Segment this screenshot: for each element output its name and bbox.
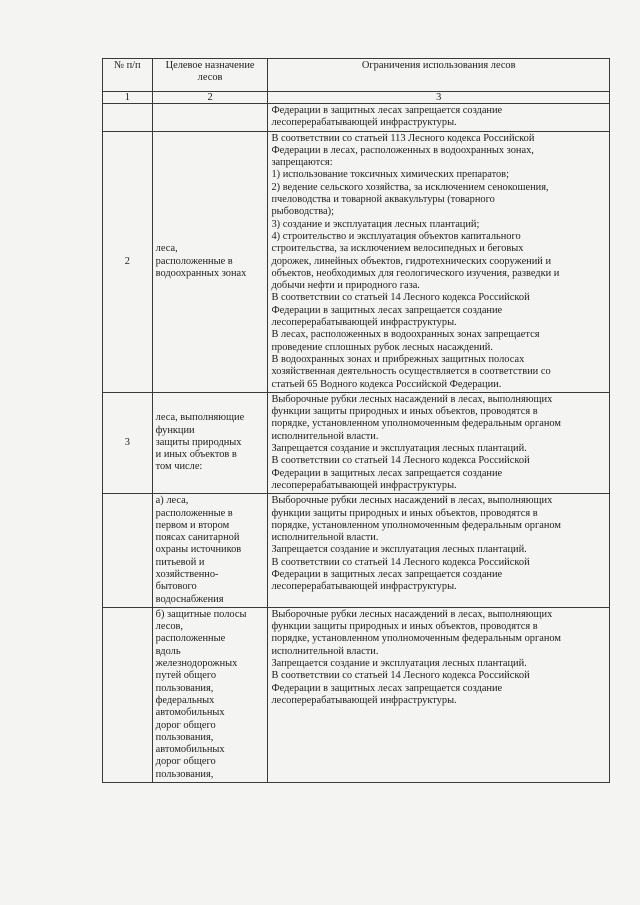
text-line: лесов, [155, 621, 184, 633]
row-number [103, 104, 153, 132]
text-line: добычи нефти и природного газа. [271, 280, 420, 292]
text-line: функции защиты природных и иных объектов, проводятся в [271, 507, 538, 519]
row-purpose [152, 392, 268, 493]
text-line: защиты природных [155, 436, 242, 448]
text-line: В соответствии со статьей 14 Лесного кодекса Российской [271, 455, 530, 467]
text-line: порядке, установленном уполномоченным федеральным органом [271, 519, 561, 531]
text-line: поясах санитарной [155, 532, 240, 544]
text-line: хозяйственная деятельность осуществляется в соответствии со [271, 366, 551, 378]
text-line: б) защитные полосы [155, 608, 247, 620]
text-line: проведение сплошных рубок лесных насаждений. [271, 341, 493, 353]
text-line: автомобильных [155, 707, 225, 719]
row-number [103, 607, 153, 782]
row-number: 3 [103, 392, 153, 493]
table-row [103, 131, 610, 392]
text-line: функции защиты природных и иных объектов, проводятся в [271, 621, 538, 633]
text-line: расположенные в [155, 255, 233, 267]
text-line: Запрещается создание и эксплуатация лесных плантаций. [271, 544, 527, 556]
text-line: Выборочные рубки лесных насаждений в лесах, выполняющих [271, 495, 553, 507]
text-line: питьевой и [155, 556, 205, 568]
text-line: В соответствии со статьей 14 Лесного кодекса Российской [271, 670, 530, 682]
text-line: 4) строительство и эксплуатация объектов капитального [271, 230, 521, 242]
text-line: строительства, за исключением велосипедных и беговых [271, 243, 524, 255]
column-number: 2 [152, 92, 268, 104]
header-purpose: Целевое назначение лесов [152, 59, 268, 92]
table-row [103, 392, 610, 493]
text-line: водоснабжения [155, 593, 224, 605]
text-line: пчеловодства и товарной аквакультуры (товарного [271, 194, 495, 206]
text-line: пользования, [155, 682, 214, 694]
text-line: В соответствии со статьей 14 Лесного кодекса Российской [271, 556, 530, 568]
forest-restrictions-table [102, 58, 610, 783]
text-line: порядке, установленном уполномоченным федеральным органом [271, 633, 561, 645]
text-line: 1) использование токсичных химических препаратов; [271, 169, 509, 181]
text-line: объектов, необходимых для геологического изучения, разведки и [271, 267, 560, 279]
text-line: рыбоводства); [271, 206, 335, 218]
text-line: лесоперерабатывающей инфраструктуры. [271, 581, 457, 593]
text-line: хозяйственно- [155, 568, 219, 580]
table-header-row [103, 59, 610, 92]
row-purpose [152, 104, 268, 132]
text-line: водоохранных зонах [155, 267, 247, 279]
text-line: функции защиты природных и иных объектов, проводятся в [271, 406, 538, 418]
text-line: дорог общего [155, 719, 216, 731]
row-restrictions [268, 392, 610, 493]
text-line: лесоперерабатывающей инфраструктуры. [271, 117, 457, 129]
text-line: леса, выполняющие [155, 412, 245, 424]
text-line: бытового [155, 581, 197, 593]
text-line: 3) создание и эксплуатация лесных плантаций; [271, 218, 480, 230]
row-purpose [152, 494, 268, 608]
text-line: лесоперерабатывающей инфраструктуры. [271, 694, 457, 706]
table-row [103, 104, 610, 132]
text-line: лесоперерабатывающей инфраструктуры. [271, 317, 457, 329]
text-line: Федерации в лесах, расположенных в водоохранных зонах, [271, 144, 534, 156]
text-line: 2) ведение сельского хозяйства, за исключением сенокошения, [271, 181, 549, 193]
column-number: 3 [268, 92, 610, 104]
text-line: пользования, [155, 768, 214, 780]
text-line: лесоперерабатывающей инфраструктуры. [271, 479, 457, 491]
text-line: исполнительной власти. [271, 430, 379, 442]
text-line: первом и втором [155, 519, 230, 531]
text-line: дорожек, линейных объектов, гидротехнических сооружений и [271, 255, 552, 267]
text-line: федеральных [155, 694, 215, 706]
header-number: № п/п [103, 59, 153, 92]
row-restrictions [268, 104, 610, 132]
column-number: 1 [103, 92, 153, 104]
text-line: том числе: [155, 461, 203, 473]
table-row [103, 494, 610, 608]
header-restrictions: Ограничения использования лесов [268, 59, 610, 92]
row-restrictions [268, 607, 610, 782]
row-restrictions [268, 131, 610, 392]
text-line: а) леса, [155, 495, 189, 507]
text-line: исполнительной власти. [271, 532, 379, 544]
text-line: Запрещается создание и эксплуатация лесных плантаций. [271, 443, 527, 455]
text-line: исполнительной власти. [271, 645, 379, 657]
text-line: дорог общего [155, 756, 216, 768]
text-line: Выборочные рубки лесных насаждений в лесах, выполняющих [271, 608, 553, 620]
text-line: статьей 65 Водного кодекса Российской Федерации. [271, 378, 502, 390]
text-line: Федерации в защитных лесах запрещается создание [271, 304, 503, 316]
text-line: пользования, [155, 731, 214, 743]
text-line: леса, [155, 243, 178, 255]
text-line: В соответствии со статьей 14 Лесного кодекса Российской [271, 292, 530, 304]
row-purpose [152, 131, 268, 392]
text-line: охраны источников [155, 544, 242, 556]
text-line: Федерации в защитных лесах запрещается создание [271, 467, 503, 479]
row-purpose [152, 607, 268, 782]
text-line: порядке, установленном уполномоченным федеральным органом [271, 418, 561, 430]
row-number: 2 [103, 131, 153, 392]
text-line: и иных объектов в [155, 449, 237, 461]
text-line: вдоль [155, 645, 181, 657]
text-line: расположенные [155, 633, 226, 645]
text-line: расположенные в [155, 507, 233, 519]
table-row [103, 607, 610, 782]
text-line: Федерации в защитных лесах запрещается создание [271, 568, 503, 580]
text-line: железнодорожных [155, 658, 238, 670]
row-restrictions [268, 494, 610, 608]
text-line: Выборочные рубки лесных насаждений в лесах, выполняющих [271, 393, 553, 405]
text-line: Федерации в защитных лесах запрещается создание [271, 105, 503, 116]
text-line: Федерации в защитных лесах запрещается создание [271, 682, 503, 694]
row-number [103, 494, 153, 608]
text-line: автомобильных [155, 744, 225, 756]
text-line: функции [155, 424, 195, 436]
text-line: Запрещается создание и эксплуатация лесных плантаций. [271, 658, 527, 670]
text-line: запрещаются: [271, 157, 333, 169]
text-line: путей общего [155, 670, 217, 682]
text-line: В водоохранных зонах и прибрежных защитных полосах [271, 353, 525, 365]
text-line: В лесах, расположенных в водоохранных зонах запрещается [271, 329, 540, 341]
text-line: В соответствии со статьей 113 Лесного кодекса Российской [271, 132, 535, 144]
column-number-row [103, 92, 610, 104]
